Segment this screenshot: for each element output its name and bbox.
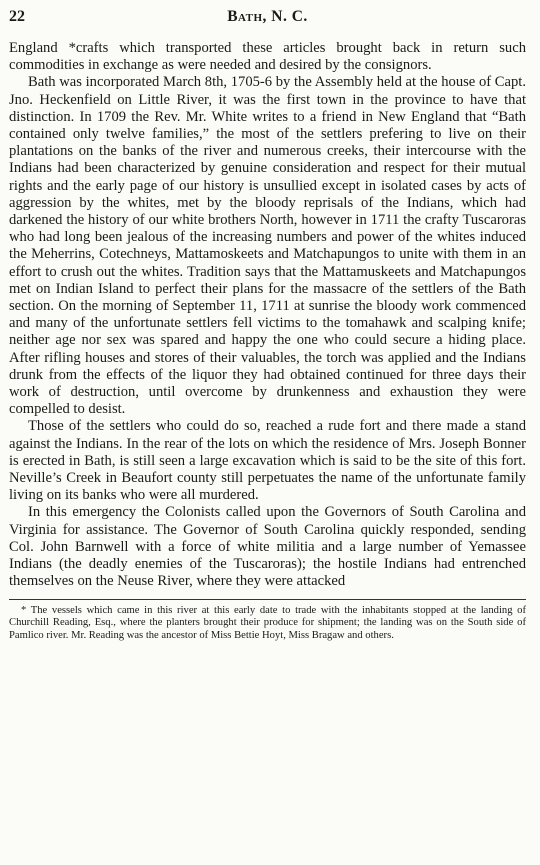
footnote: * The vessels which came in this river at this early date to trade with the inhabitants stopped at the landing of Churchill Reading, Esq., where the planters brought their produce for shipment; the landing was on the South side of Pamlico river. Mr. Reading was the ancestor of Miss Bettie Hoyt, Miss Bragaw and others. [9,604,526,642]
page-number: 22 [9,8,25,25]
paragraph: Bath was incorporated March 8th, 1705-6 by the Assembly held at the house of Capt. Jno. Heckenfield on Little River, it was the first town in the province to have that distinction. In 1709 the Rev. Mr. White writes to a friend in New England that “Bath contained only twelve families,” the most of the settlers prefering to live on their plantations on the banks of the river and numerous creeks, their intercourse with the Indians had been characterized by genuine consideration and respect for their mutual rights and the early page of our history is unsullied except in isolated cases by acts of aggression by the whites, met by the bloody reprisals of the Indians, which had darkened the history of our white brothers North, however in 1711 the crafty Tuscaroras who had long been jealous of the increasing numbers and power of the whites induced the Meherrins, Cotechneys, Mattamoskeets and Matchapungos to unite with them in an effort to crush out the whites. Tradition says that the Mattamuskeets and Matchapungos met on Indian Island to perfect their plans for the massacre of the settlers of the Bath section. On the morning of September 11, 1711 at sunrise the bloody work commenced and many of the unfortunate settlers fell victims to the tomahawk and scalping knife; neither age nor sex was spared and happy the one who could secure a hiding place. After rifling houses and stores of their valuables, the torch was applied and the Indians drunk from the effects of the liquor they had obtained continued for three days their work of destruction, until overcome by drunkenness and exhaustion they were compelled to desist. [9,74,526,418]
page-header [9,6,526,32]
paragraph: In this emergency the Colonists called upon the Governors of South Carolina and Virginia for assistance. The Governor of South Carolina quickly responded, sending Col. John Barnwell with a force of white militia and a large number of Yemassee Indians (the deadly enemies of the Tuscaroras); the hostile Indians had entrenched themselves on the Neuse River, where they were attacked [9,504,526,590]
running-head: Bath, N. C. [227,8,308,25]
paragraph: England *crafts which transported these articles brought back in return such commodities in exchange as were needed and desired by the consignors. [9,40,526,74]
footnote-divider [9,599,526,600]
body-text [9,40,526,591]
paragraph: Those of the settlers who could do so, reached a rude fort and there made a stand against the Indians. In the rear of the lots on which the residence of Mrs. Joseph Bonner is erected in Bath, is still seen a large excavation which is said to be the site of this fort. Neville’s Creek in Beaufort county still perpetuates the name of the unfortunate family living on its banks who were all murdered. [9,418,526,504]
